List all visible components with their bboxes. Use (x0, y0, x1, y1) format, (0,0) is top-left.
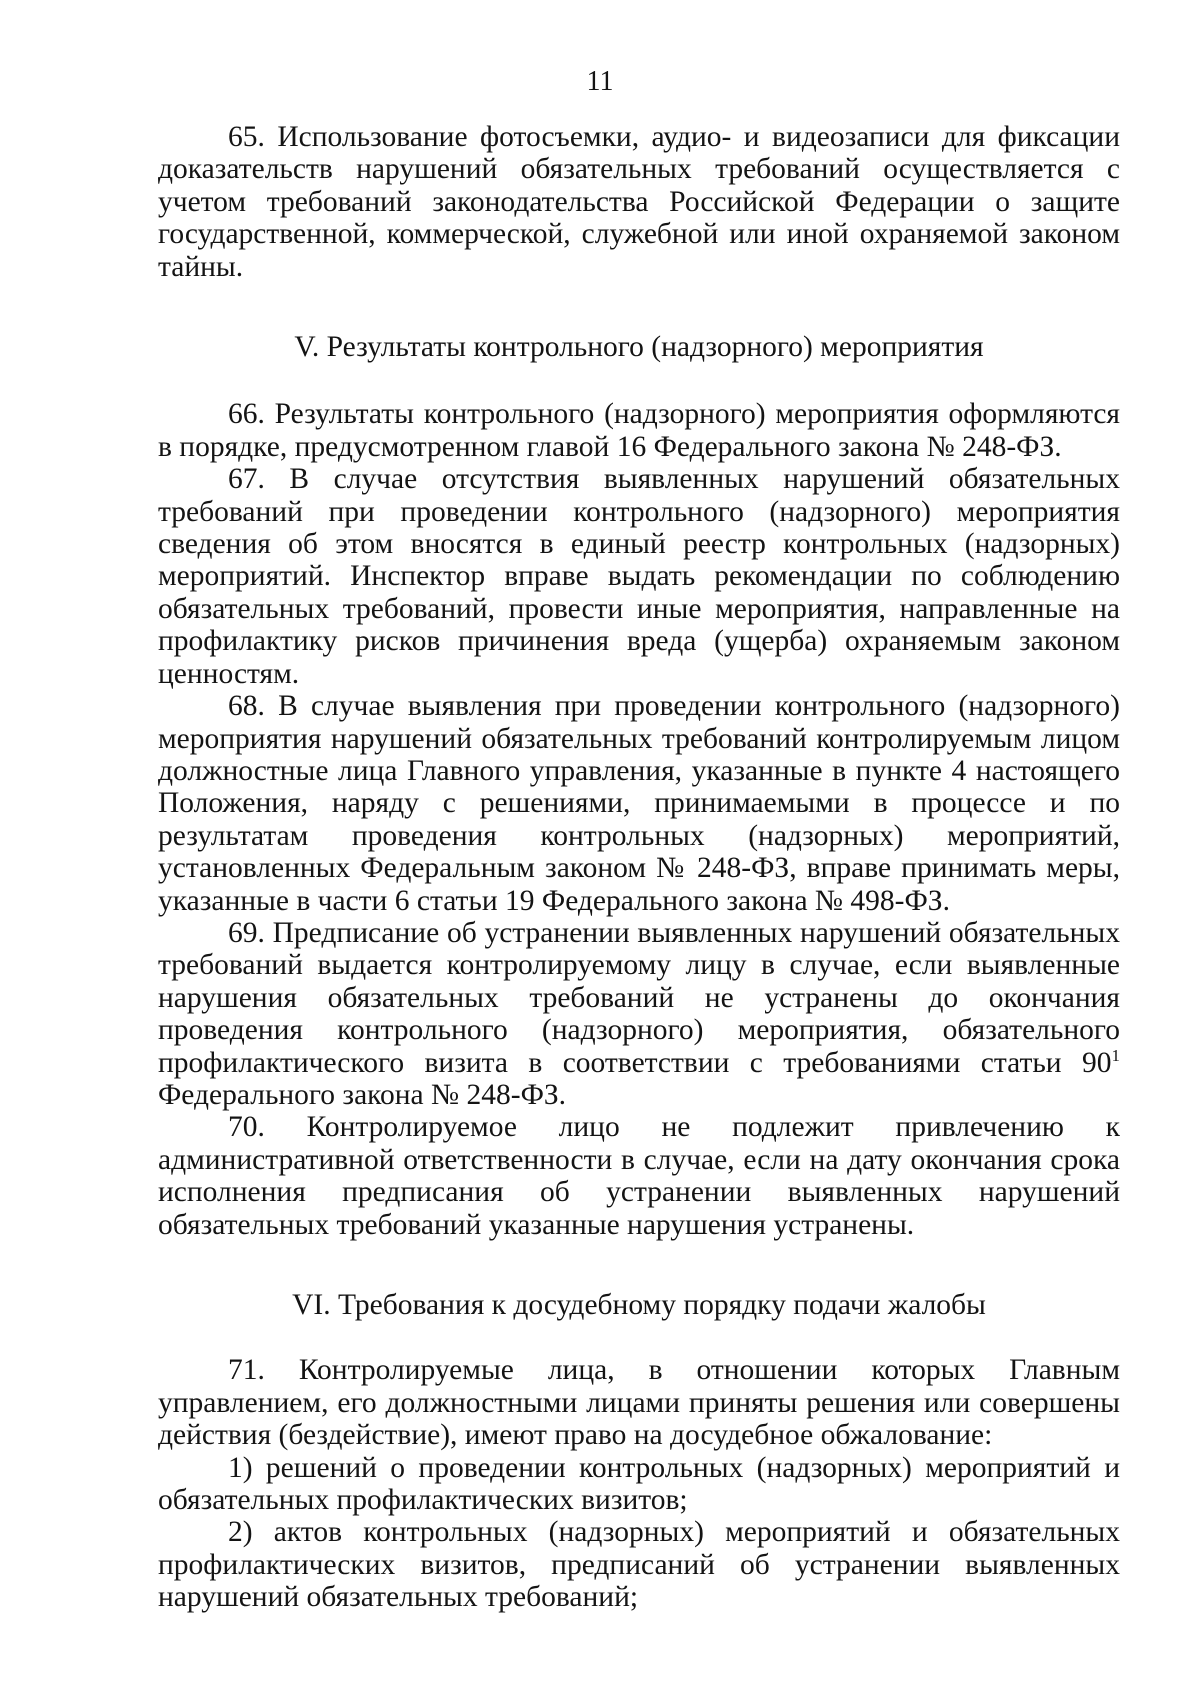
section-heading-v: V. Результаты контрольного (надзорного) мероприятия (294, 331, 984, 364)
paragraph-67: 67. В случае отсутствия выявленных нарушений обязательных требований при проведении контрольного (надзорного) мероприятия сведения об этом вносятся в единый реестр контрольных (надзорных) мероприятий. Инспектор вправе выдать рекомендации по соблюдению обязательных требований, провести иные мероприятия, направленные на профилактику рисков причинения вреда (ущерба) охраняемым законом ценностям. (158, 463, 1120, 690)
paragraph-71-item-2: 2) актов контрольных (надзорных) мероприятий и обязательных профилактических визитов, предписаний об устранении выявленных нарушений обязательных требований; (158, 1516, 1120, 1614)
paragraph-71-item-1: 1) решений о проведении контрольных (надзорных) мероприятий и обязательных профилактических визитов; (158, 1451, 1120, 1517)
paragraph-65: 65. Использование фотосъемки, аудио- и видеозаписи для фиксации доказательств нарушений обязательных требований осуществляется с учетом требований законодательства Российской Федерации о защите государственной, коммерческой, служебной или иной охраняемой законом тайны. (158, 121, 1120, 283)
page-number: 11 (586, 66, 614, 97)
superscript-index: 1 (1111, 1045, 1120, 1065)
paragraph-69-text: 69. Предписание об устранении выявленных нарушений обязательных требований выдается контролируемому лицу в случае, если выявленные нарушения обязательных требований не устранены до окончания проведения контрольного (надзорного) мероприятия, обязательного профилактического визита в соответствии с требованиями статьи 90 (158, 916, 1120, 1079)
paragraph-70: 70. Контролируемое лицо не подлежит привлечению к административной ответственности в случае, если на дату окончания срока исполнения предписания об устранении выявленных нарушений обязательных требований указанные нарушения устранены. (158, 1111, 1120, 1241)
section-heading-vi: VI. Требования к досудебному порядку подачи жалобы (292, 1289, 986, 1321)
paragraph-69-tail: Федерального закона № 248-ФЗ. (158, 1078, 567, 1111)
paragraph-68: 68. В случае выявления при проведении контрольного (надзорного) мероприятия нарушений обязательных требований контролируемым лицом должностные лица Главного управления, указанные в пункте 4 настоящего Положения, наряду с решениями, принимаемыми в процессе и по результатам проведения контрольных (надзорных) мероприятий, установленных Федеральным законом № 248-ФЗ, вправе принимать меры, указанные в части 6 статьи 19 Федерального закона № 498-ФЗ. (158, 690, 1120, 917)
paragraph-69 (158, 917, 1120, 1111)
document-body (158, 121, 1120, 1614)
paragraph-66: 66. Результаты контрольного (надзорного) мероприятия оформляются в порядке, предусмотренном главой 16 Федерального закона № 248-ФЗ. (158, 398, 1120, 463)
paragraph-71: 71. Контролируемые лица, в отношении которых Главным управлением, его должностными лицами приняты решения или совершены действия (бездействие), имеют право на досудебное обжалование: (158, 1354, 1120, 1452)
